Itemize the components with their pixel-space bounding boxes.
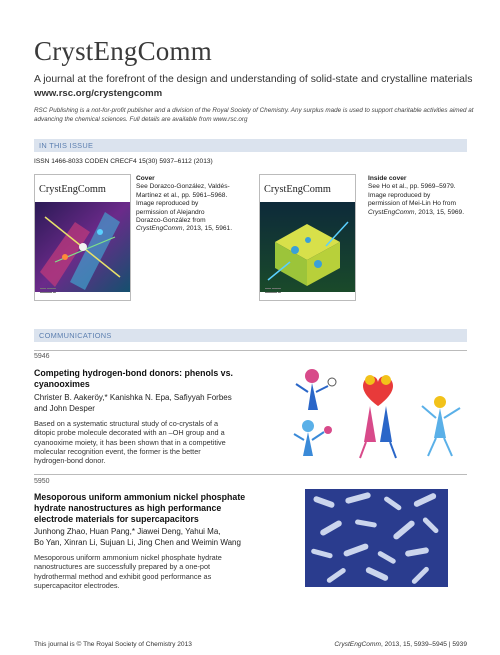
article-abstract-line: hydrothermal method and exhibit good performance as [34,571,212,581]
article-divider [34,474,467,475]
article-title-line: Mesoporous uniform ammonium nickel phosphate [34,492,246,502]
inside-cover-artwork [260,202,355,292]
footer-pages: , 2013, 15, 5939–5945 | 5939 [380,641,467,648]
in-this-issue-bar [34,139,467,152]
in-this-issue-heading: IN THIS ISSUE [39,141,94,150]
article-abstract-line: hydrogen-bond donor. [34,456,106,466]
article-authors-line: Junhong Zhao, Huan Pang,* Jiawei Deng, Yahui Ma, [34,527,221,536]
front-cover-citation: , 2013, 15, 5961. [182,225,233,233]
front-cover-citation-journal: CrystEngComm [136,225,183,233]
communications-bar [34,329,467,342]
article-title[interactable] [34,492,259,525]
journal-url[interactable]: www.rsc.org/crystengcomm [34,88,163,99]
article-page-number[interactable]: 5950 [34,478,50,485]
graphical-abstract-figures [290,362,465,462]
article-abstract-line: supercapacitor electrodes. [34,580,120,590]
article-abstract-line: Mesoporous uniform ammonium nickel phosphate hydrate [34,553,222,562]
front-cover-line: permission of Alejandro [136,208,205,216]
front-cover-artwork [35,202,130,292]
communications-heading: COMMUNICATIONS [39,331,112,340]
article-title-line: cyanooximes [34,379,90,389]
article-abstract [34,553,259,590]
journal-title: CrystEngComm [34,36,212,66]
inside-cover-image[interactable] [259,174,356,301]
rsc-note: RSC Publishing is a not-for-profit publisher and a division of the Royal Society of Chemistry. Any surplus made is used to support charitable activities aimed at advancing the chemical sciences. Full details are available from www.rsc.org [34,107,474,123]
front-cover-footer-marks: ▬▬ ▬▬▬ ▬▬▬▬ ▬ [40,286,56,294]
article-authors [34,393,259,414]
inside-cover-title: CrystEngComm [264,184,331,195]
inside-cover-citation-journal: CrystEngComm [368,208,415,216]
inside-cover-citation: , 2013, 15, 5969. [414,208,465,216]
issn-line: ISSN 1466-8033 CODEN CRECF4 15(30) 5937–6112 (2013) [34,158,213,165]
inside-cover-footer-marks: ▬▬ ▬▬▬ ▬▬▬▬ ▬ [265,286,281,294]
footer-citation [334,641,467,648]
front-cover-line: Dorazco-González from [136,217,206,225]
front-cover-line: Martínez et al., pp. 5961–5968. [136,191,228,199]
article-title-line: Competing hydrogen-bond donors: phenols vs. [34,368,233,378]
front-cover-note [136,175,256,234]
article-abstract-line: nanostructures are successfully prepared by a one-pot [34,562,211,572]
journal-tagline: A journal at the forefront of the design and understanding of solid-state and crystalline materials [34,74,473,85]
inside-cover-line: See Ho et al., pp. 5969–5979. [368,183,456,191]
article-abstract-line: ditopic probe molecule decorated with an –OH group and a [34,428,225,438]
micrograph-image [305,489,448,587]
front-cover-image[interactable] [34,174,131,301]
article-abstract-line: molecular recognition event, the former is the better [34,446,201,456]
article-abstract-line: Based on a systematic structural study of co-crystals of a [34,419,219,428]
article-abstract-line: cyanooxime moiety, it has been shown that in a competitive [34,437,226,447]
article-title[interactable] [34,368,259,390]
article-divider [34,350,467,351]
footer-copyright: This journal is © The Royal Society of Chemistry 2013 [34,641,192,648]
front-cover-title: CrystEngComm [39,184,106,195]
inside-cover-line: permission of Mei-Lin Ho from [368,200,456,208]
article-authors-line: Bo Yan, Xinran Li, Sujuan Li, Jing Chen and Weimin Wang [34,537,241,547]
article-title-line: hydrate nanostructures as high performance [34,503,222,513]
inside-cover-note [368,175,473,217]
article-authors-line: and John Desper [34,403,95,413]
article-page-number[interactable]: 5946 [34,353,50,360]
front-cover-line: Image reproduced by [136,200,199,208]
article-title-line: electrode materials for supercapacitors [34,514,199,524]
front-cover-line: See Dorazco-González, Valdés- [136,183,230,191]
article-authors-line: Christer B. Aakeröy,* Kanishka N. Epa, Safiyyah Forbes [34,393,232,402]
inside-cover-line: Image reproduced by [368,191,431,199]
inside-cover-heading: Inside cover [368,175,407,182]
article-authors [34,527,259,548]
footer-journal: CrystEngComm [334,641,381,648]
front-cover-heading: Cover [136,175,155,182]
article-abstract [34,419,259,465]
